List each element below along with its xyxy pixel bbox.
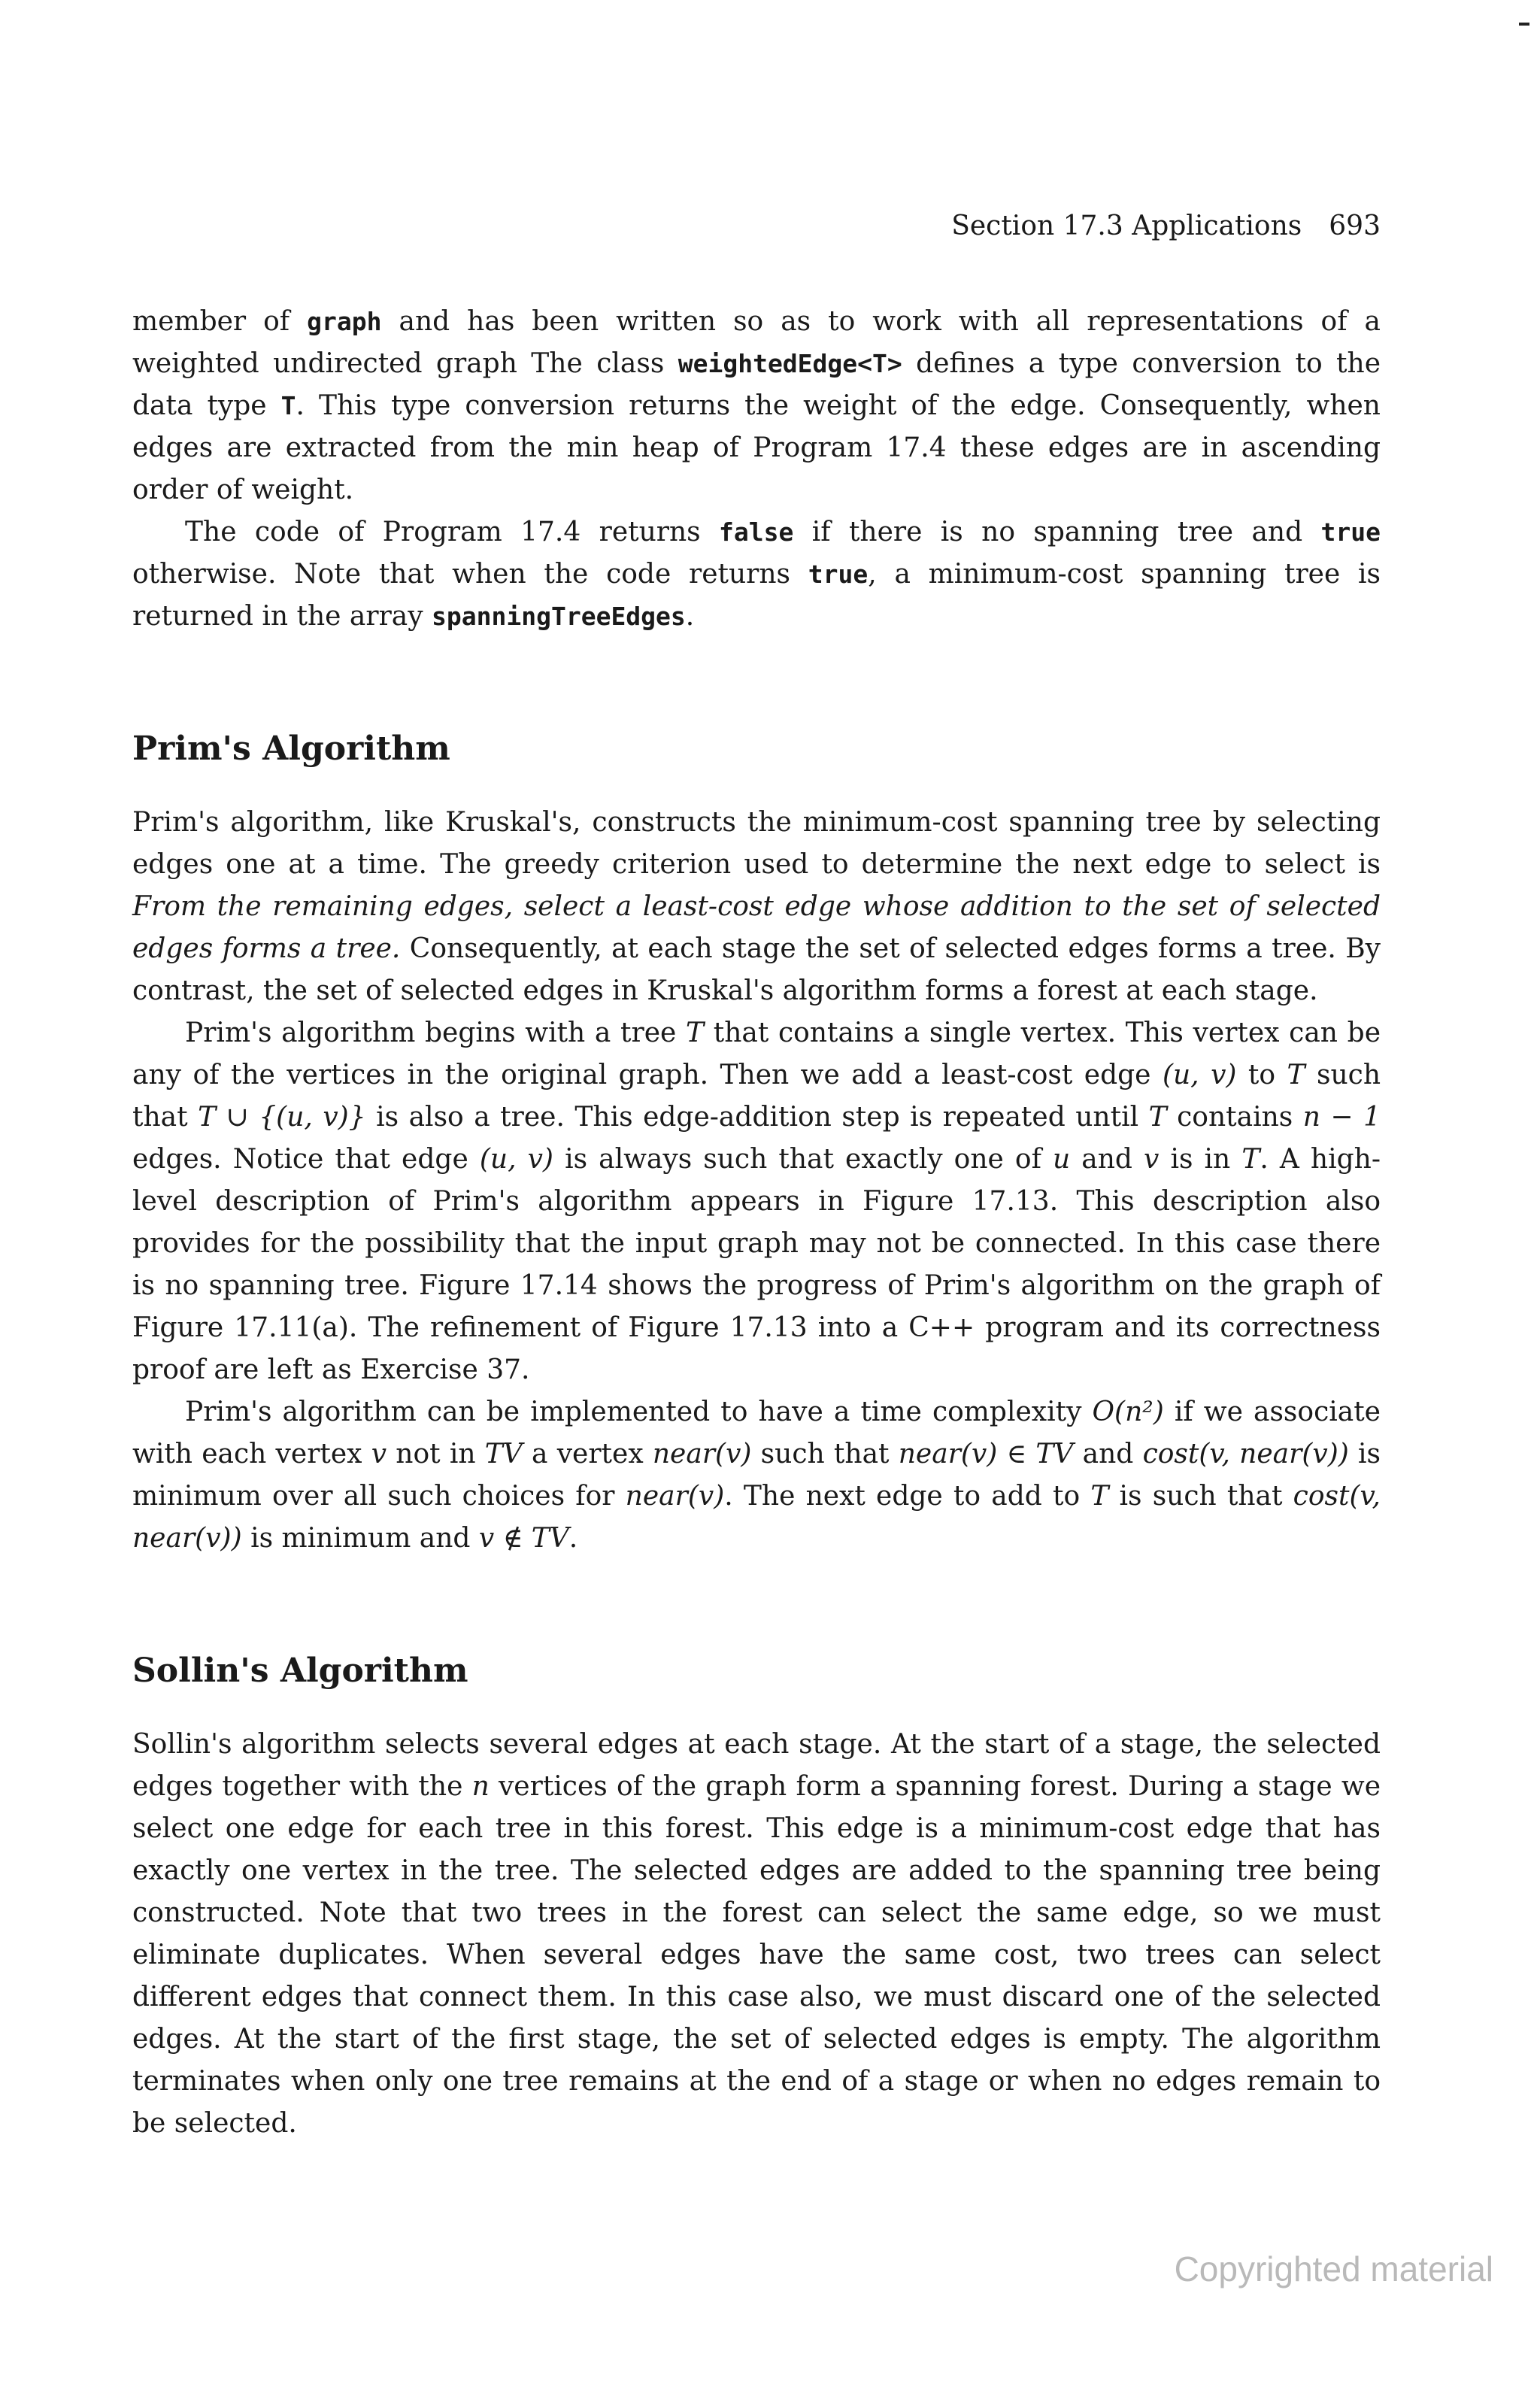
running-header bbox=[132, 211, 1381, 241]
prim-paragraph-3 bbox=[132, 1391, 1381, 1560]
text-run: is always such that exactly one of bbox=[553, 1144, 1053, 1175]
text-run: is also a tree. This edge-addition step is repeated until bbox=[365, 1102, 1149, 1133]
sollin-paragraph-1 bbox=[132, 1724, 1381, 2145]
text-run: defines a type conversion to the data type bbox=[132, 348, 1381, 421]
math-expression: T ∪ {(u, v)} bbox=[198, 1102, 366, 1133]
math-expression: near(v) bbox=[652, 1439, 752, 1470]
text-run: such that bbox=[751, 1439, 899, 1470]
text-run: if we associate with each vertex bbox=[132, 1397, 1381, 1470]
intro-paragraph-1 bbox=[132, 301, 1381, 511]
math-expression: v ∉ TV bbox=[478, 1523, 569, 1554]
italic-text: From the remaining edges, select a least-cost edge whose addition to the set of selected edges forms a tree. bbox=[132, 891, 1381, 964]
code-term: true bbox=[1320, 517, 1381, 547]
text-run: Prim's algorithm begins with a tree bbox=[185, 1018, 687, 1048]
math-expression: v bbox=[371, 1439, 387, 1470]
text-run: edges. Notice that edge bbox=[132, 1144, 480, 1175]
heading-spacer bbox=[132, 1694, 1381, 1724]
math-expression: u bbox=[1052, 1144, 1071, 1175]
text-run: is minimum and bbox=[241, 1523, 479, 1554]
text-run: . bbox=[568, 1523, 578, 1554]
section-spacer bbox=[132, 1560, 1381, 1649]
prim-heading: Prim's Algorithm bbox=[132, 729, 450, 768]
math-expression: cost(v, near(v)) bbox=[1142, 1439, 1349, 1470]
page-body bbox=[132, 301, 1381, 2145]
text-run: that contains a single vertex. This vertex can be any of the vertices in the original graph. Then we add a least-cost edge bbox=[132, 1018, 1381, 1090]
section-spacer bbox=[132, 638, 1381, 726]
text-run: otherwise. Note that when the code returns bbox=[132, 559, 808, 590]
prim-paragraph-1 bbox=[132, 802, 1381, 1012]
text-run: . This type conversion returns the weight of the edge. Consequently, when edges are extracted from the min heap of Program 17.4 these edges are in ascending order of weight. bbox=[132, 390, 1381, 505]
text-run: to bbox=[1236, 1060, 1287, 1090]
math-expression: v bbox=[1144, 1144, 1160, 1175]
math-expression: TV bbox=[484, 1439, 523, 1470]
text-run: Sollin's algorithm selects several edges at each stage. At the start of a stage, the selected edges together with the bbox=[132, 1729, 1381, 1802]
code-term: spanningTreeEdges bbox=[432, 602, 686, 631]
text-run: not in bbox=[387, 1439, 485, 1470]
text-run: . The next edge to add to bbox=[724, 1481, 1091, 1512]
section-title: Section 17.3 Applications bbox=[951, 211, 1302, 241]
text-run: , a minimum-cost spanning tree is returned in the array bbox=[132, 559, 1381, 632]
sollin-heading: Sollin's Algorithm bbox=[132, 1652, 468, 1690]
intro-paragraph-2 bbox=[132, 511, 1381, 638]
text-run: . A high-level description of Prim's algorithm appears in Figure 17.13. This description also provides for the possibility that the input graph may not be connected. In this case there is no spanning tree. Figure 17.14 shows the progress of Prim's algorithm on the graph of Figure 17.11(a). The refinement of Figure 17.13 into a C++ program and its correctness proof are left as Exercise 37. bbox=[132, 1144, 1381, 1385]
corner-mark bbox=[1519, 23, 1529, 26]
math-expression: T bbox=[1090, 1481, 1109, 1512]
text-run: Prim's algorithm, like Kruskal's, constructs the minimum-cost spanning tree by selecting edges one at a time. The greedy criterion used to determine the next edge to select is bbox=[132, 807, 1381, 880]
math-expression: O(n²) bbox=[1092, 1397, 1164, 1427]
text-run: The code of Program 17.4 returns bbox=[185, 517, 720, 547]
math-expression: (u, v) bbox=[479, 1144, 553, 1175]
text-run: if there is no spanning tree and bbox=[793, 517, 1321, 547]
text-run: and bbox=[1070, 1144, 1144, 1175]
text-run: Prim's algorithm can be implemented to have a time complexity bbox=[185, 1397, 1093, 1427]
heading-spacer bbox=[132, 772, 1381, 802]
code-term: true bbox=[808, 560, 869, 589]
text-run: a vertex bbox=[522, 1439, 653, 1470]
math-expression: near(v) ∈ TV bbox=[898, 1439, 1074, 1470]
copyright-watermark: Copyrighted material bbox=[1174, 2249, 1493, 2288]
code-term: graph bbox=[307, 307, 382, 336]
math-expression: T bbox=[1148, 1102, 1167, 1133]
page-number: 693 bbox=[1329, 211, 1381, 241]
math-expression: n − 1 bbox=[1302, 1102, 1381, 1133]
text-run: member of bbox=[132, 306, 308, 337]
prim-paragraph-2 bbox=[132, 1012, 1381, 1391]
math-expression: T bbox=[686, 1018, 705, 1048]
text-run: vertices of the graph form a spanning forest. During a stage we select one edge for each tree in this forest. This edge is a minimum-cost edge that has exactly one vertex in the tree. The selected edges are added to the spanning tree being constructed. Note that two trees in the forest can select the same edge, so we must eliminate duplicates. When several edges have the same cost, two trees can select different edges that connect them. In this case also, we must discard one of the selected edges. At the start of the first stage, the set of selected edges is empty. The algorithm terminates when only one tree remains at the end of a stage or when no edges remain to be selected. bbox=[132, 1771, 1381, 2139]
math-expression: T bbox=[1287, 1060, 1305, 1090]
code-term: T bbox=[280, 391, 296, 420]
code-term: weightedEdge<T> bbox=[678, 349, 902, 378]
text-run: contains bbox=[1166, 1102, 1303, 1133]
text-run: is minimum over all such choices for bbox=[132, 1439, 1381, 1512]
math-expression: T bbox=[1241, 1144, 1260, 1175]
text-run: and has been written so as to work with all representations of a weighted undirected graph The class bbox=[132, 306, 1381, 379]
text-run: is in bbox=[1159, 1144, 1242, 1175]
math-expression: (u, v) bbox=[1162, 1060, 1237, 1090]
math-expression: n bbox=[471, 1771, 490, 1802]
text-run: Consequently, at each stage the set of selected edges forms a tree. By contrast, the set of selected edges in Kruskal's algorithm forms a forest at each stage. bbox=[132, 933, 1381, 1006]
text-run: is such that bbox=[1108, 1481, 1293, 1512]
math-expression: near(v) bbox=[625, 1481, 725, 1512]
math-expression: cost(v, near(v)) bbox=[132, 1481, 1381, 1554]
code-term: false bbox=[719, 517, 794, 547]
text-run: and bbox=[1073, 1439, 1143, 1470]
text-run: . bbox=[685, 601, 695, 632]
text-run: such that bbox=[132, 1060, 1381, 1133]
